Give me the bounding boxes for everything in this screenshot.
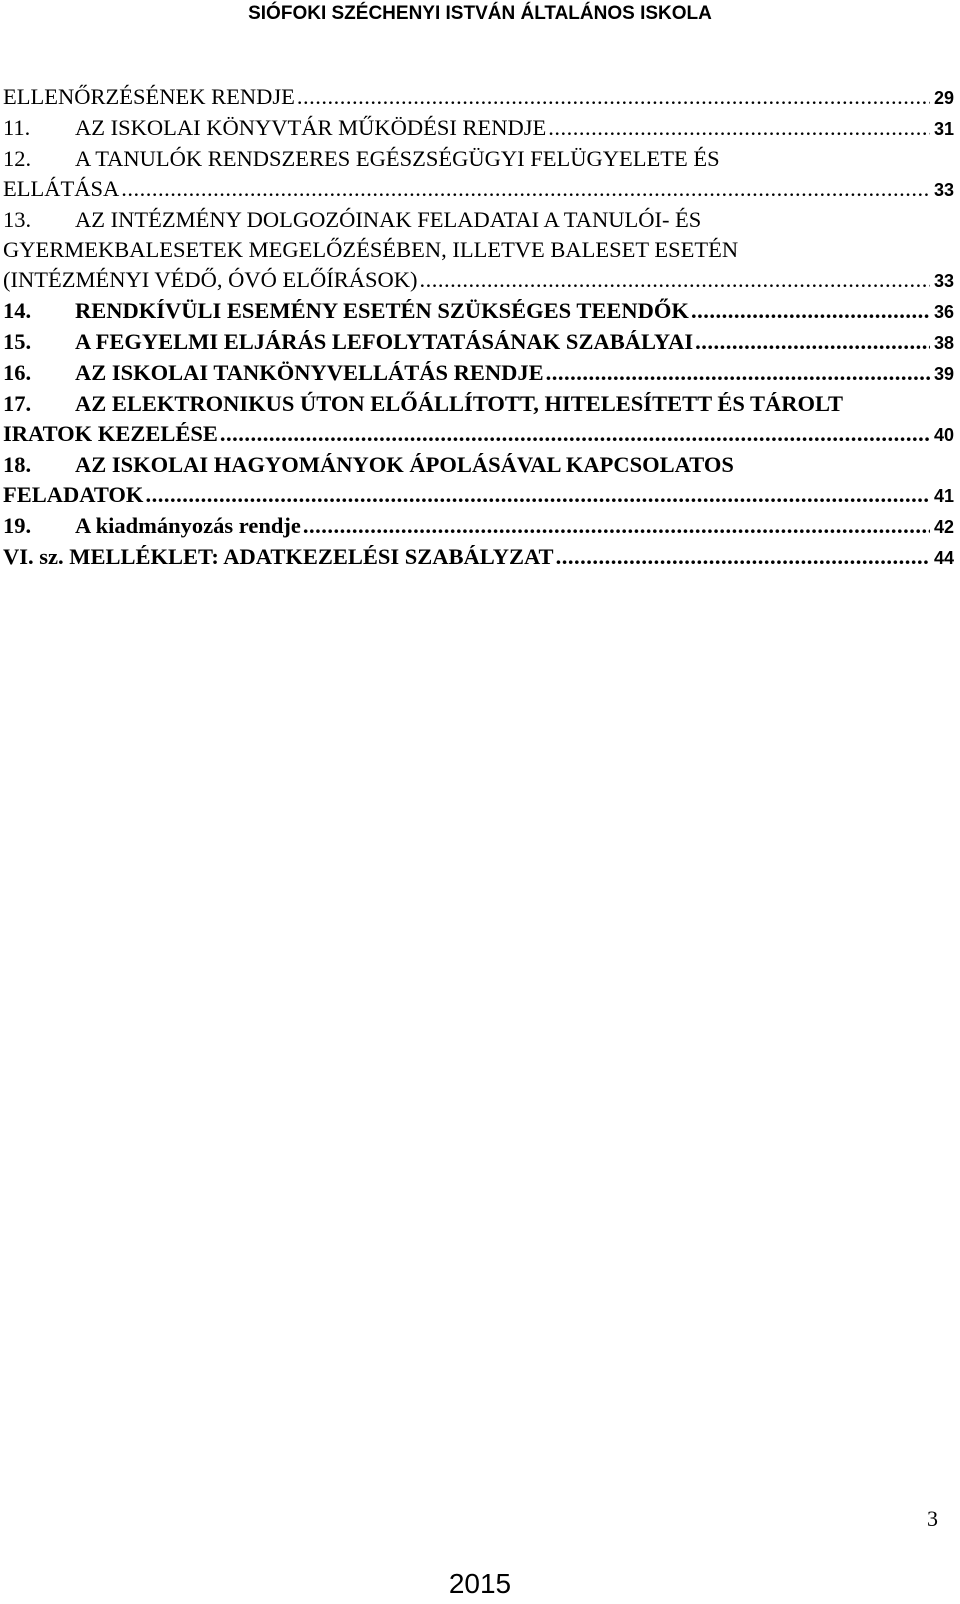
toc-entry-line: [3, 235, 954, 265]
toc-page-number: 29: [933, 88, 954, 108]
toc-page-number: 33: [933, 180, 954, 200]
toc-entry-title: AZ INTÉZMÉNY DOLGOZÓINAK FELADATAI A TANULÓI- ÉS: [75, 207, 702, 232]
toc-entry-title: AZ ISKOLAI TANKÖNYVELLÁTÁS RENDJE: [75, 360, 544, 385]
toc-entry[interactable]: [3, 358, 954, 389]
table-of-contents: [3, 82, 954, 573]
toc-dot-leader: [695, 327, 930, 357]
toc-dot-leader: [548, 113, 930, 143]
toc-entry-number: 15.: [3, 329, 32, 354]
page-header-title: SIÓFOKI SZÉCHENYI ISTVÁN ÁLTALÁNOS ISKOLA: [248, 3, 712, 24]
toc-entry-title: A FEGYELMI ELJÁRÁS LEFOLYTATÁSÁNAK SZABÁLYAI: [75, 329, 694, 354]
toc-entry-number: 16.: [3, 360, 32, 385]
toc-entry-line: [3, 358, 954, 389]
toc-entry[interactable]: [3, 327, 954, 358]
toc-entry-title: RENDKÍVÜLI ESEMÉNY ESETÉN SZÜKSÉGES TEENDŐK: [75, 298, 689, 323]
toc-dot-leader: [303, 511, 930, 541]
toc-page-number: 33: [933, 271, 954, 291]
toc-entry-title: AZ ISKOLAI KÖNYVTÁR MŰKÖDÉSI RENDJE: [75, 115, 547, 140]
toc-entry-number: 17.: [3, 391, 32, 416]
toc-dot-leader: [145, 480, 930, 510]
toc-entry-title: (INTÉZMÉNYI VÉDŐ, ÓVÓ ELŐÍRÁSOK): [3, 267, 418, 292]
toc-entry[interactable]: [3, 113, 954, 144]
toc-entry-line: [3, 265, 954, 296]
toc-entry-line: [3, 327, 954, 358]
toc-dot-leader: [556, 542, 930, 572]
toc-dot-leader: [691, 296, 930, 326]
toc-entry-number: 13.: [3, 207, 32, 232]
toc-dot-leader: [121, 174, 930, 204]
toc-entry-line: [3, 296, 954, 327]
toc-entry-line: [3, 113, 954, 144]
toc-entry-number: 14.: [3, 298, 32, 323]
toc-entry-title: IRATOK KEZELÉSE: [3, 421, 218, 446]
toc-entry-line: [3, 144, 954, 174]
toc-entry-title: AZ ELEKTRONIKUS ÚTON ELŐÁLLÍTOTT, HITELESÍTETT ÉS TÁROLT: [75, 391, 844, 416]
toc-entry-line: [3, 174, 954, 205]
toc-entry-title: AZ ISKOLAI HAGYOMÁNYOK ÁPOLÁSÁVAL KAPCSOLATOS: [75, 452, 734, 477]
toc-dot-leader: [297, 82, 930, 112]
toc-entry[interactable]: [3, 542, 954, 573]
footer-year: 2015: [448, 1568, 512, 1599]
toc-dot-leader: [546, 358, 930, 388]
toc-entry-title: A TANULÓK RENDSZERES EGÉSZSÉGÜGYI FELÜGYELETE ÉS: [75, 146, 720, 171]
toc-entry[interactable]: [3, 450, 954, 511]
toc-entry-number: 12.: [3, 146, 32, 171]
toc-entry-line: [3, 82, 954, 113]
toc-entry-title: FELADATOK: [3, 482, 144, 507]
toc-page-number: 36: [933, 302, 954, 322]
toc-dot-leader: [220, 419, 930, 449]
toc-entry-number: 19.: [3, 513, 32, 538]
toc-entry-line: [3, 511, 954, 542]
toc-page-number: 31: [933, 119, 954, 139]
toc-entry-line: [3, 480, 954, 511]
toc-entry[interactable]: [3, 389, 954, 450]
toc-entry-number: 11.: [3, 115, 31, 140]
toc-entry-title: GYERMEKBALESETEK MEGELŐZÉSÉBEN, ILLETVE BALESET ESETÉN: [3, 237, 739, 262]
toc-entry-number: 18.: [3, 452, 32, 477]
toc-entry[interactable]: [3, 296, 954, 327]
toc-entry-title: ELLENŐRZÉSÉNEK RENDJE: [3, 84, 295, 109]
toc-entry-line: [3, 205, 954, 235]
toc-dot-leader: [420, 265, 930, 295]
page-number: 3: [927, 1506, 938, 1531]
toc-page-number: 41: [933, 486, 954, 506]
toc-entry[interactable]: [3, 144, 954, 205]
toc-entry-line: [3, 450, 954, 480]
toc-entry-title: A kiadmányozás rendje: [75, 513, 301, 538]
toc-entry-title: VI. sz. MELLÉKLET: ADATKEZELÉSI SZABÁLYZAT: [3, 544, 554, 569]
toc-page-number: 44: [933, 548, 954, 568]
toc-entry[interactable]: [3, 82, 954, 113]
toc-entry-line: [3, 542, 954, 573]
toc-page-number: 42: [933, 517, 954, 537]
toc-entry-line: [3, 389, 954, 419]
toc-entry-line: [3, 419, 954, 450]
toc-entry[interactable]: [3, 511, 954, 542]
toc-page-number: 39: [933, 364, 954, 384]
toc-entry[interactable]: [3, 205, 954, 296]
toc-page-number: 38: [933, 333, 954, 353]
toc-entry-title: ELLÁTÁSA: [3, 176, 120, 201]
toc-page-number: 40: [933, 425, 954, 445]
